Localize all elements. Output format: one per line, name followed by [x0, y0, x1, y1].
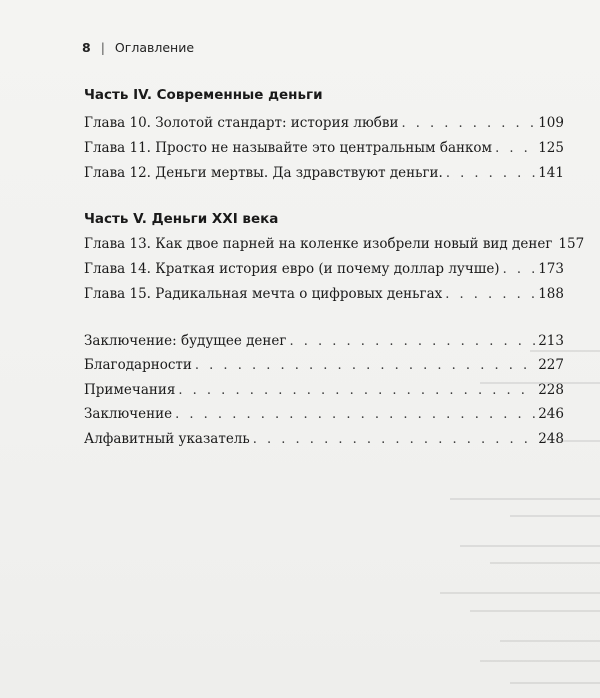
- toc-entry-title: Заключение: [84, 406, 173, 422]
- toc-entry-title: Примечания: [84, 382, 176, 398]
- toc-entry: [84, 140, 564, 156]
- dot-leader: [445, 287, 535, 302]
- toc-entry-page: 246: [538, 406, 564, 422]
- toc-entry-title: Алфавитный указатель: [84, 431, 250, 447]
- toc-entry: [84, 236, 585, 252]
- dot-leader: [503, 262, 536, 277]
- toc-entry-title: Глава 10. Золотой стандарт: история любви: [84, 115, 399, 131]
- toc-entry-page: 157: [558, 236, 585, 252]
- part-heading: Часть IV. Современные деньги: [84, 87, 323, 103]
- toc-entry-page: 227: [538, 357, 564, 373]
- toc-entry-page: 173: [538, 261, 564, 277]
- toc-entry-title: Глава 15. Радикальная мечта о цифровых деньгах: [84, 286, 443, 302]
- part-heading: Часть V. Деньги XXI века: [84, 211, 279, 227]
- page-number: 8: [82, 40, 91, 55]
- toc-entry-title: Глава 14. Краткая история евро (и почему доллар лучше): [84, 261, 500, 277]
- section-title: Оглавление: [114, 40, 195, 55]
- dot-leader: [495, 141, 535, 156]
- header-separator: |: [100, 40, 105, 55]
- toc-entry-title: Благодарности: [84, 357, 192, 373]
- dot-leader: [401, 116, 535, 131]
- paper-show-through: [430, 330, 600, 698]
- toc-entry-page: 228: [538, 382, 564, 398]
- toc-entry-title: Заключение: будущее денег: [84, 333, 287, 349]
- toc-entry-title: Глава 12. Деньги мертвы. Да здравствуют деньги.: [84, 165, 443, 181]
- toc-entry-page: 188: [538, 286, 564, 302]
- toc-entry-page: 248: [538, 431, 564, 447]
- toc-entry-page: 141: [538, 165, 564, 181]
- toc-entry: [84, 286, 564, 302]
- toc-entry-title: Глава 13. Как двое парней на коленке изобрели новый вид денег: [84, 236, 553, 252]
- toc-entry-page: 125: [538, 140, 564, 156]
- toc-entry: [84, 165, 564, 181]
- running-header: [82, 40, 194, 55]
- dot-leader: [446, 166, 535, 181]
- toc-entry-page: 213: [538, 333, 564, 349]
- toc-entry: [84, 261, 564, 277]
- toc-entry-page: 109: [538, 115, 564, 131]
- toc-entry: [84, 115, 564, 131]
- toc-entry-title: Глава 11. Просто не называйте это центральным банком: [84, 140, 493, 156]
